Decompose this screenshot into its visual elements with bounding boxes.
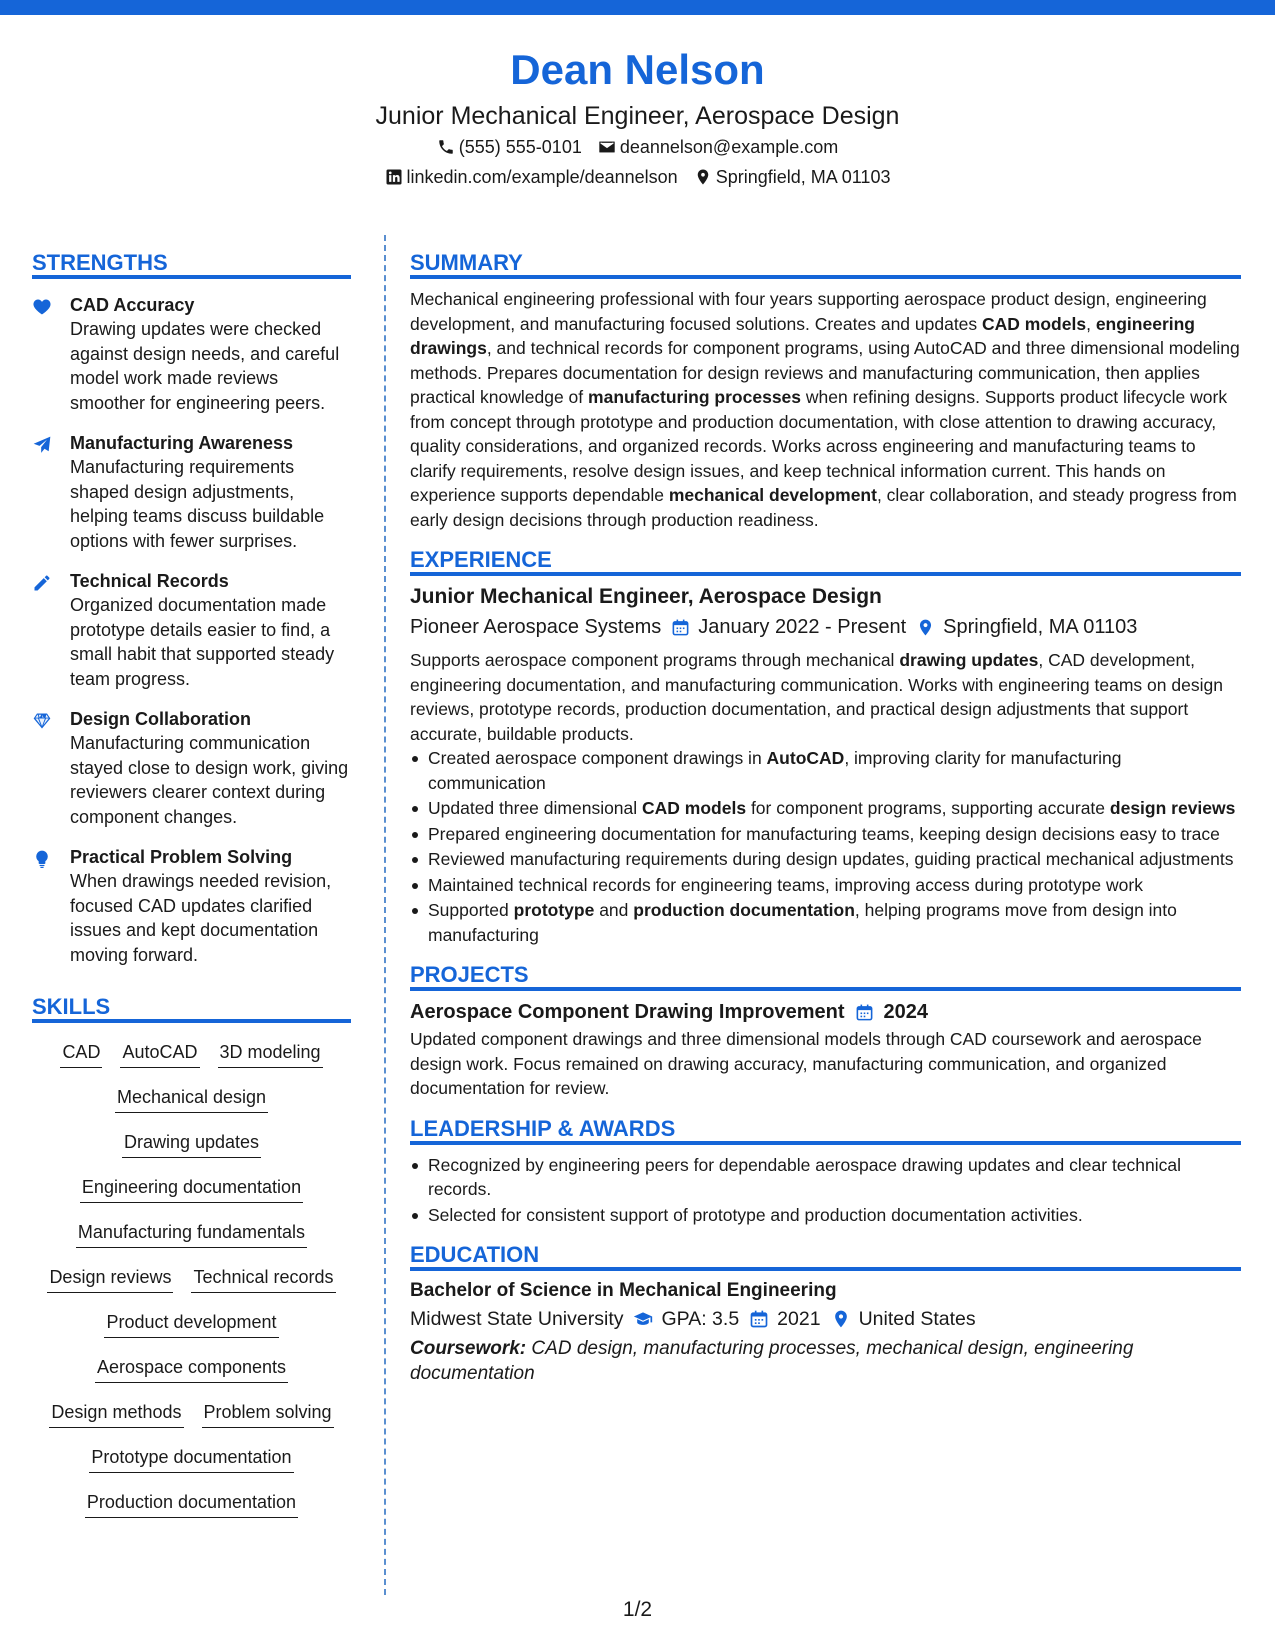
skill-tag: Product development	[104, 1309, 278, 1338]
bold-text: CAD models	[642, 798, 747, 818]
envelope-icon	[598, 138, 616, 156]
paper-plane-icon	[32, 431, 70, 553]
skill-row	[32, 1309, 351, 1354]
experience-bullet	[410, 822, 1241, 847]
strength-title: CAD Accuracy	[70, 295, 195, 315]
strength-item	[32, 845, 351, 967]
skill-tag: CAD	[60, 1039, 102, 1068]
skill-tag: AutoCAD	[120, 1039, 199, 1068]
text-run: Created aerospace component drawings in	[428, 748, 767, 768]
linkedin-icon	[385, 168, 403, 186]
text-run: , improving clarity for manufacturing communication	[428, 748, 1122, 793]
experience-bullet	[410, 847, 1241, 872]
grad-year-text: 2021	[777, 1308, 821, 1330]
phone-icon	[437, 138, 455, 156]
education-location	[831, 1305, 976, 1333]
calendar-icon	[671, 618, 690, 637]
job-bullets	[410, 746, 1241, 947]
skill-tag: Drawing updates	[122, 1129, 261, 1158]
grad-year	[749, 1305, 820, 1333]
strength-description: Manufacturing communication stayed close to design work, giving reviewers clearer context during component changes.	[70, 733, 349, 827]
strength-item	[32, 707, 351, 829]
skill-tag: Manufacturing fundamentals	[76, 1219, 307, 1248]
bold-text: mechanical development	[668, 485, 877, 505]
experience-bullet	[410, 796, 1241, 821]
text-run: Prepared engineering documentation for manufacturing teams, keeping design decisions easy to trace	[428, 823, 1220, 844]
bold-text: production documentation	[633, 900, 855, 920]
skills-list	[32, 1039, 351, 1534]
job-location-text: Springfield, MA 01103	[943, 616, 1138, 638]
strength-item	[32, 431, 351, 553]
email-text: deannelson@example.com	[619, 137, 839, 157]
location-item	[694, 162, 891, 192]
strengths-heading: STRENGTHS	[32, 247, 351, 279]
experience-bullet	[410, 898, 1241, 947]
skill-tag: Design reviews	[47, 1264, 173, 1293]
job-meta	[410, 612, 1241, 642]
text-run: Reviewed manufacturing requirements during design updates, guiding practical mechanical adjustments	[428, 849, 1234, 869]
candidate-title: Junior Mechanical Engineer, Aerospace Design	[375, 102, 900, 130]
skill-row	[32, 1399, 351, 1444]
text-run: and	[594, 900, 634, 920]
text-run: Maintained technical records for engineering teams, improving access during prototype work	[428, 874, 1143, 895]
diamond-icon	[32, 707, 70, 829]
skill-tag: Aerospace components	[95, 1354, 288, 1383]
leadership-bullet: Selected for consistent support of prototype and production documentation activities.	[410, 1203, 1241, 1228]
location-text: Springfield, MA 01103	[715, 167, 891, 187]
job-title: Junior Mechanical Engineer, Aerospace Design	[410, 585, 882, 608]
bold-text: manufacturing processes	[588, 387, 802, 407]
summary-heading: SUMMARY	[410, 247, 1241, 279]
text-run: for component programs, supporting accurate	[746, 798, 1110, 818]
skill-tag: Engineering documentation	[80, 1174, 303, 1203]
school-name: Midwest State University	[410, 1308, 624, 1330]
column-divider	[384, 235, 386, 1595]
leadership-list	[410, 1153, 1241, 1228]
job-dates-text: January 2022 - Present	[698, 616, 907, 638]
education-heading: EDUCATION	[410, 1239, 1241, 1271]
project-year: 2024	[883, 1001, 929, 1023]
calendar-icon	[855, 1003, 874, 1022]
linkedin-text: linkedin.com/example/deannelson	[406, 167, 678, 187]
pencil-icon	[32, 569, 70, 691]
skill-tag: Production documentation	[85, 1489, 298, 1518]
bold-text: AutoCAD	[766, 748, 845, 768]
bold-text: drawing updates	[899, 650, 1039, 670]
education-location-text: United States	[858, 1308, 976, 1330]
strength-title: Technical Records	[70, 571, 229, 591]
strength-item	[32, 569, 351, 691]
job-location	[916, 612, 1137, 642]
leadership-bullet: Recognized by engineering peers for dependable aerospace drawing updates and clear technical records.	[410, 1153, 1241, 1202]
strength-body	[70, 569, 351, 691]
resume-header	[0, 40, 1275, 192]
skill-tag: Design methods	[49, 1399, 183, 1428]
skill-row	[32, 1444, 351, 1489]
skill-tag: Mechanical design	[115, 1084, 268, 1113]
heart-icon	[32, 293, 70, 415]
strengths-list	[32, 293, 351, 967]
skill-tag: 3D modeling	[218, 1039, 323, 1068]
degree: Bachelor of Science in Mechanical Engineering	[410, 1280, 837, 1301]
strength-description: When drawings needed revision, focused CAD updates clarified issues and kept documentation moving forward.	[70, 871, 332, 965]
project-name: Aerospace Component Drawing Improvement	[410, 1001, 845, 1023]
project-header	[410, 997, 1241, 1027]
text-run: , helping programs move from design into manufacturing	[428, 900, 1177, 945]
bold-text: design reviews	[1109, 798, 1236, 818]
map-pin-icon	[916, 618, 935, 637]
job-dates	[671, 612, 906, 642]
strength-description: Organized documentation made prototype details easier to find, a small habit that supported steady team progress.	[70, 595, 335, 689]
email-item[interactable]	[598, 132, 838, 162]
bold-text: prototype	[513, 900, 595, 920]
skill-row	[32, 1174, 351, 1219]
skill-row	[32, 1219, 351, 1264]
education-meta	[410, 1305, 1241, 1333]
text-run: , CAD development, engineering documentation, and manufacturing communication. Works with engineering teams on design reviews, prototype records, production documentation, and practical design adjustments that support accurate, buildable products.	[410, 650, 1223, 744]
strength-title: Practical Problem Solving	[70, 847, 293, 867]
left-column	[32, 247, 351, 1534]
strength-title: Manufacturing Awareness	[70, 433, 294, 453]
strength-description: Manufacturing requirements shaped design adjustments, helping teams discuss buildable options with fewer surprises.	[70, 457, 325, 551]
strength-body	[70, 845, 351, 967]
text-run: Mechanical engineering professional with four years supporting aerospace product design, engineering development, and manufacturing focused solutions. Creates and updates	[410, 289, 1207, 334]
strength-description: Drawing updates were checked against design needs, and careful model work made reviews smoother for engineering peers.	[70, 319, 340, 413]
skill-row	[32, 1039, 351, 1084]
strength-title: Design Collaboration	[70, 709, 252, 729]
gpa-text: GPA: 3.5	[661, 1308, 740, 1330]
text-run: Supported	[428, 900, 514, 920]
skill-row	[32, 1489, 351, 1534]
job-description	[410, 648, 1241, 746]
experience-heading: EXPERIENCE	[410, 544, 1241, 576]
phone-item	[437, 132, 582, 162]
bold-text: engineering drawings	[410, 313, 1195, 358]
strength-body	[70, 431, 351, 553]
leadership-heading: LEADERSHIP & AWARDS	[410, 1113, 1241, 1145]
projects-heading: PROJECTS	[410, 959, 1241, 991]
map-pin-icon	[831, 1309, 851, 1329]
text-run: Supports aerospace component programs through mechanical	[410, 650, 900, 670]
text-run: , clear collaboration, and steady progress from early design decisions through production readiness.	[410, 485, 1237, 530]
coursework-label: Coursework:	[410, 1338, 527, 1359]
page-number: 1/2	[622, 1598, 653, 1621]
summary-text	[410, 287, 1241, 532]
phone-text: (555) 555-0101	[458, 137, 582, 157]
contact-row-2	[0, 162, 1275, 192]
lightbulb-icon	[32, 845, 70, 967]
strength-body	[70, 293, 351, 415]
text-run: when refining designs. Supports product lifecycle work from concept through prototype and production documentation, with close attention to drawing accuracy, quality considerations, and organized records. Works across engineering and manufacturing teams to clarify requirements, resolve design issues, and keep technical information current. This hands on experience supports dependable	[410, 387, 1228, 505]
skill-tag: Problem solving	[202, 1399, 334, 1428]
coursework-text: CAD design, manufacturing processes, mechanical design, engineering documentation	[410, 1338, 1134, 1384]
skill-tag: Technical records	[191, 1264, 335, 1293]
skills-heading: SKILLS	[32, 991, 351, 1023]
skill-row	[32, 1264, 351, 1309]
strength-body	[70, 707, 351, 829]
project-description: Updated component drawings and three dimensional models through CAD coursework and aerospace design work. Focus remained on drawing accuracy, manufacturing communication, and organized documentation for review.	[410, 1029, 1202, 1098]
text-run: ,	[1086, 313, 1096, 334]
experience-bullet	[410, 873, 1241, 898]
coursework	[410, 1337, 1241, 1386]
linkedin-item[interactable]	[385, 162, 678, 192]
skill-row	[32, 1129, 351, 1174]
strength-item	[32, 293, 351, 415]
skill-row	[32, 1354, 351, 1399]
bold-text: CAD models	[982, 313, 1087, 334]
map-pin-icon	[694, 168, 712, 186]
right-column	[410, 247, 1241, 1386]
candidate-name: Dean Nelson	[510, 46, 765, 93]
company-name: Pioneer Aerospace Systems	[410, 616, 662, 638]
gpa	[633, 1305, 739, 1333]
experience-bullet	[410, 746, 1241, 795]
skill-row	[32, 1084, 351, 1129]
graduation-cap-icon	[633, 1309, 653, 1329]
text-run: , and technical records for component programs, using AutoCAD and three dimensional modeling methods. Prepares documentation for design reviews and manufacturing communication, then applies practical knowledge of	[410, 338, 1240, 407]
text-run: Updated three dimensional	[428, 798, 643, 818]
calendar-icon	[749, 1309, 769, 1329]
contact-row-1	[0, 132, 1275, 162]
skill-tag: Prototype documentation	[89, 1444, 293, 1473]
top-accent-bar	[0, 0, 1275, 15]
